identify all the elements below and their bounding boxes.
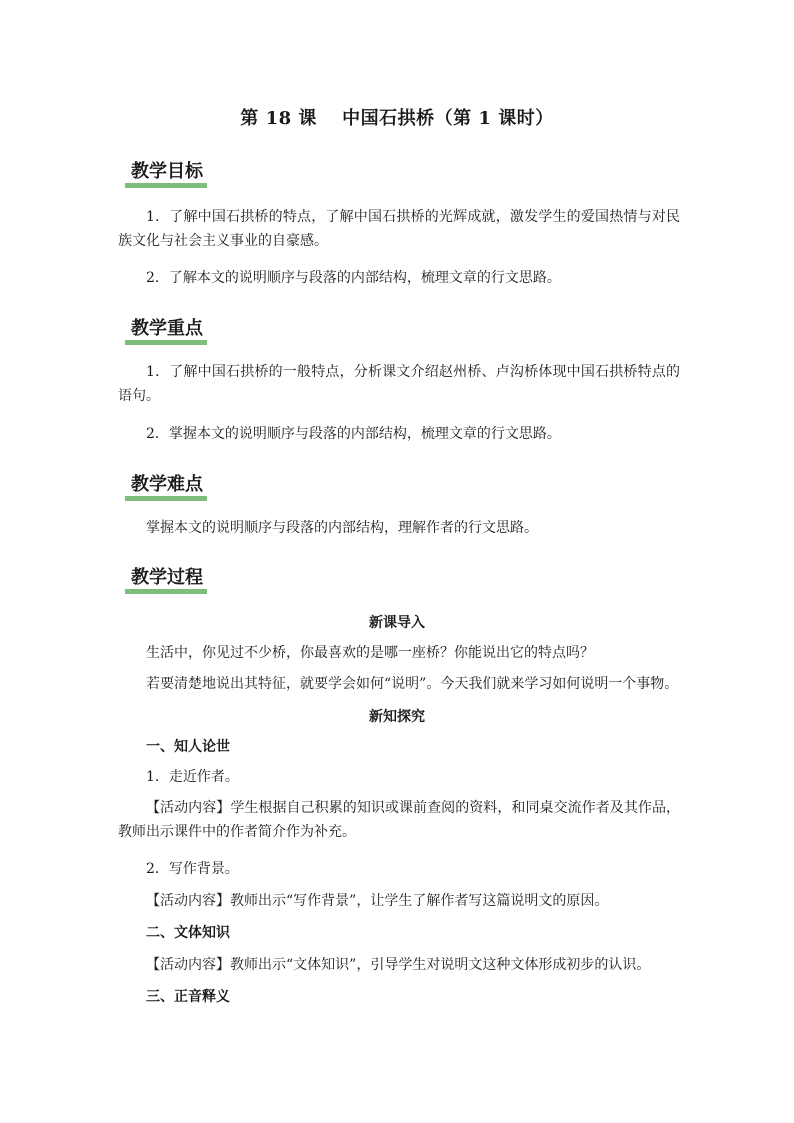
activity-tag: 【活动内容】 bbox=[146, 800, 231, 816]
subsection-heading-explore: 新知探究 bbox=[369, 709, 425, 725]
key-point-item-1: 1．了解中国石拱桥的一般特点，分析课文介绍赵州桥、卢沟桥体现中国石拱桥特点的语句。 bbox=[118, 364, 680, 404]
intro-line-1: 生活中，你见过不少桥，你最喜欢的是哪一座桥？你能说出它的特点吗？ bbox=[146, 645, 594, 661]
activity-text: 教师出示“文体知识”，引导学生对说明文这种文体形成初步的认识。 bbox=[230, 957, 651, 973]
activity-tag: 【活动内容】 bbox=[146, 893, 230, 909]
subsection-heading-intro: 新课导入 bbox=[369, 615, 425, 631]
heading-underline-bar bbox=[125, 340, 207, 345]
heading-underline-bar bbox=[125, 183, 207, 188]
activity-2 bbox=[118, 889, 680, 913]
key-point-item-2: 2．掌握本文的说明顺序与段落的内部结构，梳理文章的行文思路。 bbox=[146, 426, 561, 442]
goal-item-2: 2．了解本文的说明顺序与段落的内部结构，梳理文章的行文思路。 bbox=[146, 270, 561, 286]
lesson-title: 第 18 课 中国石拱桥（第 1 课时） bbox=[240, 108, 554, 129]
activity-text: 学生根据自己积累的知识或课前查阅的资料，和同桌交流作者及其作品，教师出示课件中的作者简介作为补充。 bbox=[118, 800, 681, 840]
activity-3 bbox=[118, 953, 680, 977]
activity-text: 教师出示“写作背景”，让学生了解作者写这篇说明文的原因。 bbox=[230, 893, 609, 909]
heading-underline-bar bbox=[125, 589, 207, 594]
part-heading-1: 一、知人论世 bbox=[146, 739, 230, 755]
intro-line-2: 若要清楚地说出其特征，就要学会如何“说明”。今天我们就来学习如何说明一个事物。 bbox=[146, 676, 679, 692]
goal-item-1: 1．了解中国石拱桥的特点，了解中国石拱桥的光辉成就，激发学生的爱国热情与对民族文化与社会主义事业的自豪感。 bbox=[118, 209, 680, 249]
heading-underline-bar bbox=[125, 496, 207, 501]
activity-tag: 【活动内容】 bbox=[146, 957, 230, 973]
step-1: 1．走近作者。 bbox=[146, 769, 239, 785]
section-heading-process: 教学过程 bbox=[125, 566, 207, 590]
section-heading-key-points: 教学重点 bbox=[125, 317, 207, 341]
difficulty-text: 掌握本文的说明顺序与段落的内部结构，理解作者的行文思路。 bbox=[146, 520, 538, 536]
section-heading-difficulties: 教学难点 bbox=[125, 473, 207, 497]
activity-1 bbox=[118, 796, 680, 844]
section-heading-goals: 教学目标 bbox=[125, 160, 207, 184]
part-heading-2: 二、文体知识 bbox=[146, 925, 230, 941]
part-heading-3: 三、正音释义 bbox=[146, 989, 230, 1005]
step-2: 2．写作背景。 bbox=[146, 861, 239, 877]
